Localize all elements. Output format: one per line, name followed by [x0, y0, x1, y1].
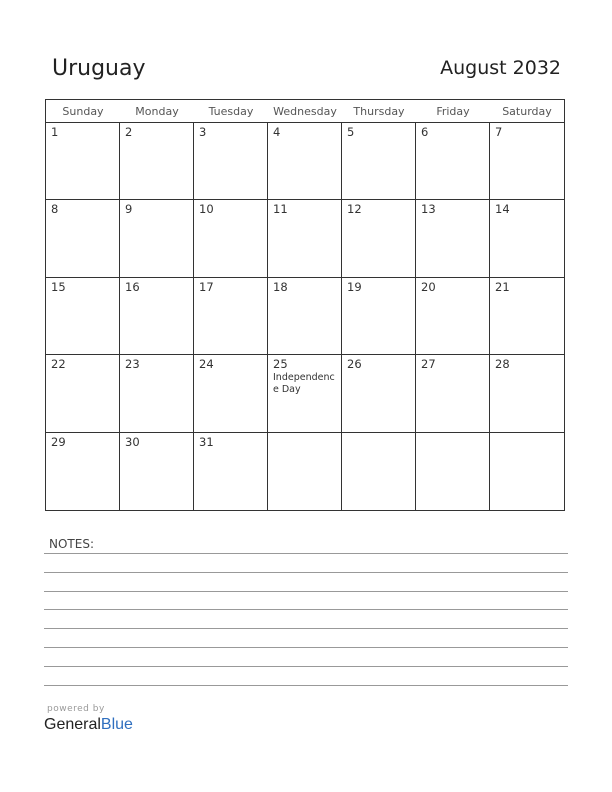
day-cell [268, 200, 342, 277]
day-number: 5 [347, 125, 355, 139]
day-cell [416, 433, 490, 510]
day-cell [490, 123, 564, 200]
day-cell [120, 355, 194, 432]
calendar-grid [45, 99, 565, 511]
day-cell [46, 200, 120, 277]
day-cell [416, 355, 490, 432]
brand-blue: Blue [100, 716, 133, 733]
day-number: 17 [199, 279, 214, 294]
day-cell [490, 278, 564, 355]
weekday-header [46, 100, 564, 123]
day-cell [194, 433, 268, 510]
day-number: 28 [495, 357, 510, 372]
day-cell [342, 123, 416, 200]
day-cell [416, 278, 490, 355]
holiday-label: Independence Day [273, 372, 335, 396]
day-cell [342, 355, 416, 432]
day-cell [268, 278, 342, 355]
day-cell [416, 123, 490, 200]
day-cell [120, 433, 194, 510]
day-number: 23 [125, 357, 140, 372]
day-cell [490, 433, 564, 510]
day-cell [120, 123, 194, 200]
day-cell [342, 200, 416, 277]
day-number: 10 [199, 202, 214, 217]
day-cell [490, 355, 564, 432]
day-cell [120, 278, 194, 355]
weekday-thursday: Thursday [353, 105, 405, 118]
day-number: 15 [51, 279, 66, 294]
day-cell [46, 123, 120, 200]
day-cell [120, 200, 194, 277]
day-number: 21 [495, 279, 510, 294]
day-cell [342, 433, 416, 510]
powered-by-text: powered by [47, 704, 105, 714]
day-cell [268, 355, 342, 432]
day-number: 20 [421, 279, 436, 294]
day-number: 26 [347, 357, 362, 372]
day-number: 19 [347, 279, 362, 294]
day-number: 6 [421, 125, 429, 139]
day-cell [46, 278, 120, 355]
notes-label: NOTES: [49, 537, 94, 551]
day-number: 25 [273, 357, 288, 372]
note-line [44, 591, 568, 592]
day-cell [490, 200, 564, 277]
generalblue-logo [44, 716, 133, 734]
day-number: 31 [199, 434, 214, 449]
day-cell [268, 433, 342, 510]
day-number: 13 [421, 202, 436, 217]
day-cell [46, 355, 120, 432]
day-number: 3 [199, 125, 207, 139]
day-cell [194, 278, 268, 355]
note-line [44, 553, 568, 554]
month-year-title: August 2032 [440, 57, 561, 79]
note-line [44, 647, 568, 648]
day-number: 18 [273, 279, 288, 294]
day-cell [268, 123, 342, 200]
weekday-wednesday: Wednesday [273, 105, 337, 118]
day-cell [194, 200, 268, 277]
weekday-friday: Friday [436, 105, 470, 118]
note-line [44, 572, 568, 573]
note-line [44, 685, 568, 686]
day-cell [194, 355, 268, 432]
weekday-tuesday: Tuesday [208, 105, 254, 118]
day-number: 22 [51, 357, 66, 372]
day-number: 16 [125, 279, 140, 294]
day-number: 7 [495, 125, 503, 139]
day-number: 4 [273, 125, 281, 139]
calendar-body [46, 123, 564, 510]
day-number: 8 [51, 202, 59, 217]
day-number: 29 [51, 434, 66, 449]
weekday-monday: Monday [135, 105, 179, 118]
day-number: 12 [347, 202, 362, 217]
day-number: 27 [421, 357, 436, 372]
day-number: 14 [495, 202, 510, 217]
weekday-saturday: Saturday [502, 105, 552, 118]
day-cell [46, 433, 120, 510]
weekday-sunday: Sunday [62, 105, 104, 118]
note-line [44, 609, 568, 610]
brand-general: General [44, 716, 101, 733]
day-number: 9 [125, 202, 133, 217]
day-number: 2 [125, 125, 133, 139]
day-cell [194, 123, 268, 200]
note-line [44, 628, 568, 629]
day-number: 30 [125, 434, 140, 449]
note-line [44, 666, 568, 667]
day-cell [342, 278, 416, 355]
day-number: 1 [51, 125, 59, 139]
day-number: 24 [199, 357, 214, 372]
day-number: 11 [273, 202, 288, 217]
country-title: Uruguay [52, 56, 146, 81]
day-cell [416, 200, 490, 277]
